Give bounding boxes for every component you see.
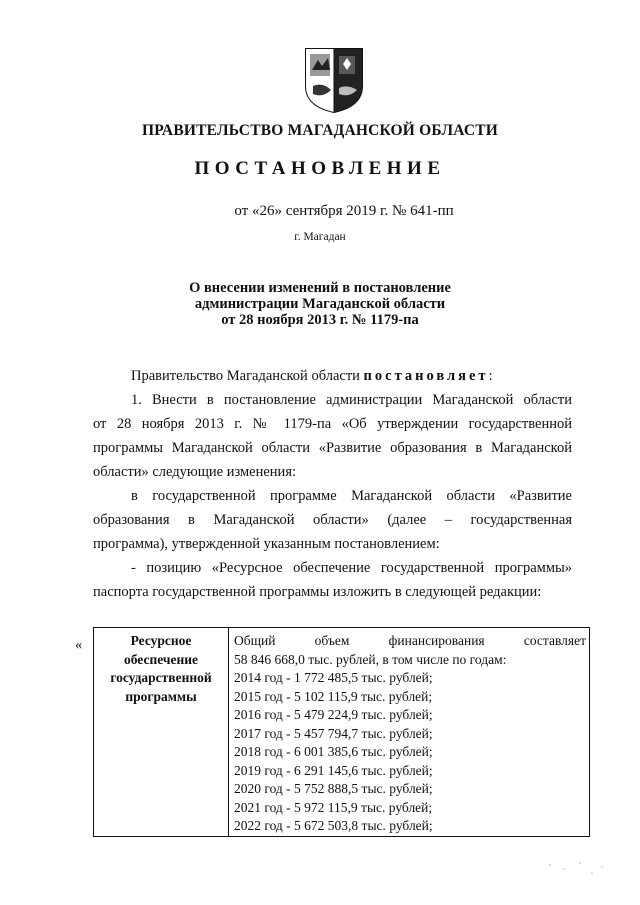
document-subject <box>0 280 640 328</box>
paragraph-line: 1. Внести в постановление администрации Магаданской области <box>131 392 572 408</box>
document-city: г. Магадан <box>294 231 346 243</box>
funding-year-line: 2021 год - 5 972 115,9 тыс. рублей; <box>234 799 433 815</box>
funding-total-line: 58 846 668,0 тыс. рублей, в том числе по годам: <box>234 651 507 667</box>
document-type: ПОСТАНОВЛЕНИЕ <box>194 158 446 179</box>
table-row <box>94 628 590 837</box>
document-date <box>0 203 640 220</box>
funding-year-line: 2018 год - 6 001 385,6 тыс. рублей; <box>234 744 433 759</box>
document-body <box>93 364 572 604</box>
subject-line: администрации Магаданской области <box>194 296 446 312</box>
label-line: программы <box>125 688 197 704</box>
subject-line: от 28 ноября 2013 г. № 1179-па <box>221 312 419 328</box>
paragraph-line: программы Магаданской области «Развитие образования в Магаданской <box>93 440 572 456</box>
resolution-suffix: : <box>488 368 493 384</box>
label-line: обеспечение <box>123 651 199 667</box>
opening-quote: « <box>75 637 83 653</box>
resource-table <box>93 627 590 837</box>
label-line: Ресурсное <box>130 633 192 648</box>
subject-line: О внесении изменений в постановление <box>189 280 451 296</box>
document-date-text: от «26» сентября 2019 г. № 641-пп <box>234 203 454 219</box>
resource-label-cell <box>94 628 229 837</box>
funding-year-line: 2020 год - 5 752 888,5 тыс. рублей; <box>234 781 433 796</box>
paragraph-line: - позицию «Ресурсное обеспечение государственной программы» <box>131 560 572 576</box>
resolution-paragraph <box>93 364 572 388</box>
label-line: государственной <box>110 670 212 685</box>
paragraph-line: паспорта государственной программы изложить в следующей редакции: <box>93 584 542 600</box>
funding-year-line: 2016 год - 5 479 224,9 тыс. рублей; <box>234 707 433 722</box>
government-title: ПРАВИТЕЛЬСТВО МАГАДАНСКОЙ ОБЛАСТИ <box>141 122 499 139</box>
paragraph-line: от 28 ноября 2013 г. № 1179-па «Об утверждении государственной <box>93 416 572 432</box>
funding-year-line: 2014 год - 1 772 485,5 тыс. рублей; <box>234 670 433 685</box>
funding-year-line: 2019 год - 6 291 145,6 тыс. рублей; <box>234 762 433 778</box>
paragraph-line: программа), утвержденной указанным постановлением: <box>93 536 440 552</box>
funding-year-line: 2017 год - 5 457 794,7 тыс. рублей; <box>234 725 433 741</box>
resource-value-cell <box>229 628 590 837</box>
scan-specks <box>540 855 610 885</box>
funding-total-line: Общий объем финансирования составляет <box>234 633 586 648</box>
paragraph-line: области» следующие изменения: <box>93 464 297 480</box>
funding-year-line: 2022 год - 5 672 503,8 тыс. рублей; <box>234 818 433 833</box>
paragraph-line: в государственной программе Магаданской области «Развитие <box>131 488 572 504</box>
coat-of-arms-icon <box>303 46 365 114</box>
funding-year-line: 2015 год - 5 102 115,9 тыс. рублей; <box>234 688 433 704</box>
resolution-prefix: Правительство Магаданской области <box>131 368 364 384</box>
paragraph-line: образования в Магаданской области» (далее – государственная <box>93 512 572 528</box>
resolution-keyword: постановляет <box>363 368 489 384</box>
